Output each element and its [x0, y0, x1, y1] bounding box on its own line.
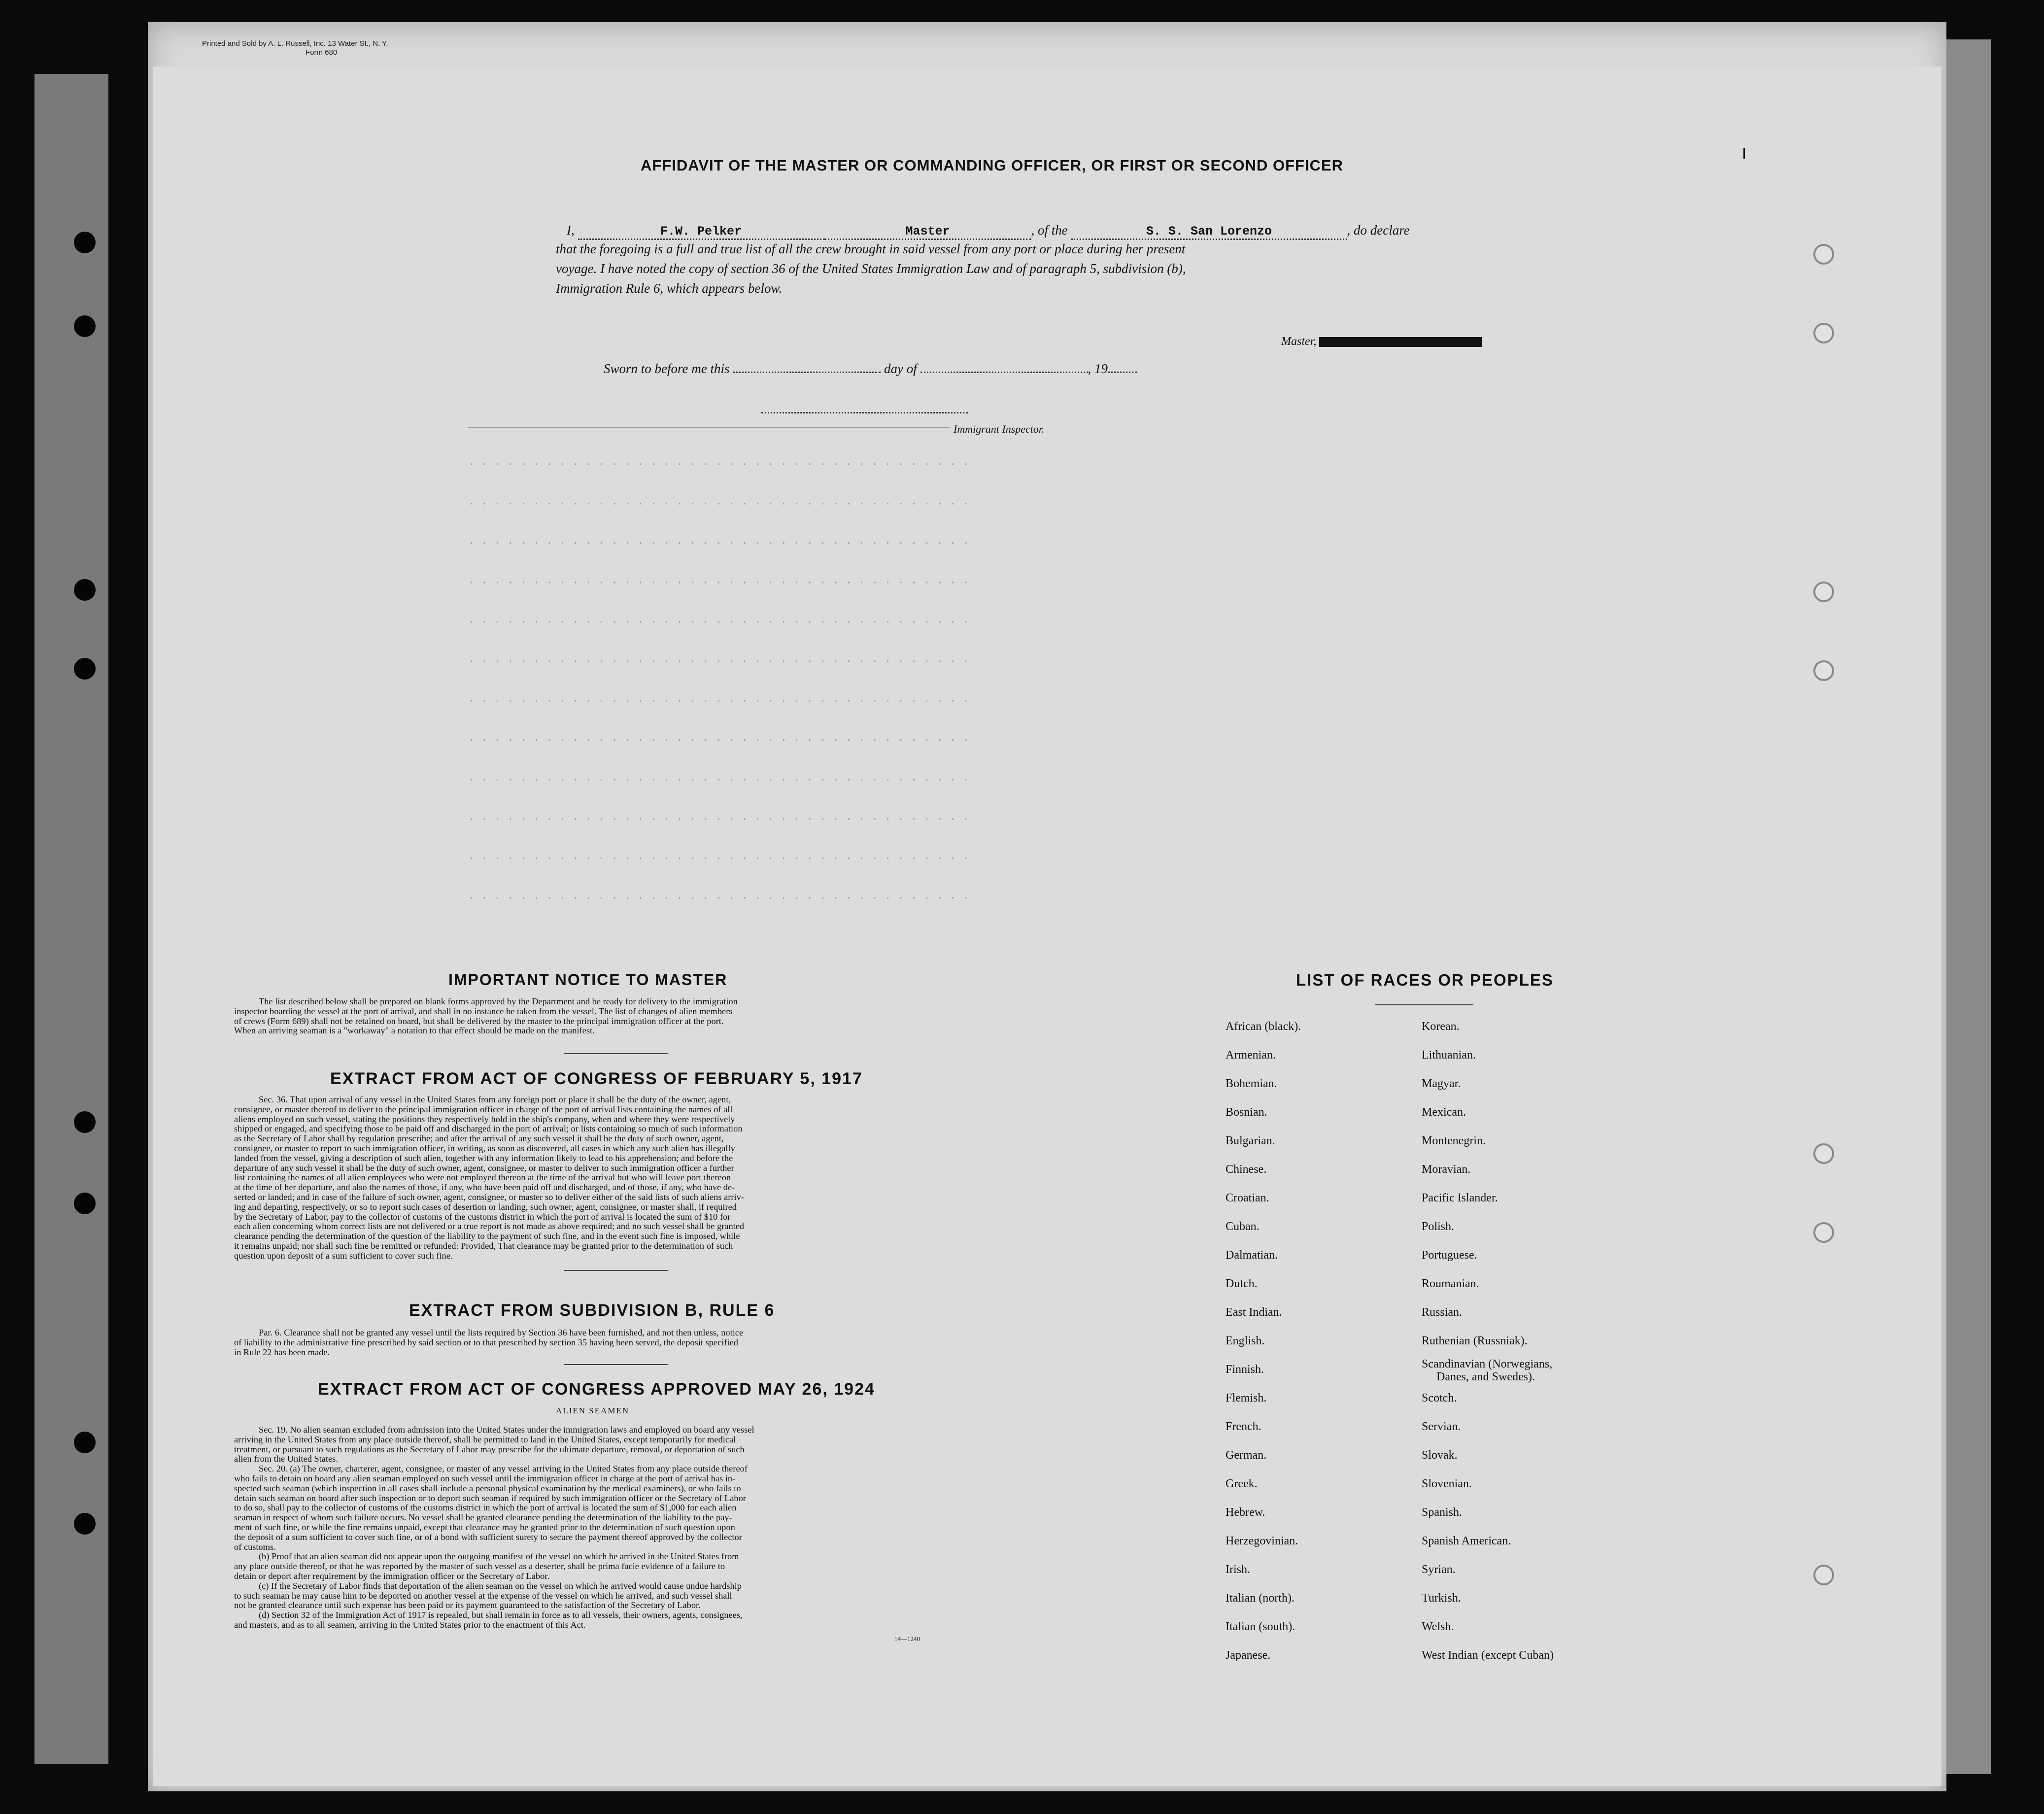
text-line: it remains unpaid; nor shall such fine be remitted or refunded: Provided, That clearance may be granted prior to the determination of such: [234, 1240, 733, 1251]
binder-hole: [74, 1193, 96, 1214]
race-item: Cuban.: [1226, 1220, 1260, 1233]
race-item: Ruthenian (Russniak).: [1422, 1335, 1528, 1347]
text-line: shipped or engaged, and specifying those to be paid off and discharged in the port of arrival; or lists containing so much of such information: [234, 1124, 743, 1134]
bleed-through-row: · · · · · · · · · · · · · · · · · · · · · · · · · · · · · · · · · · · · · · ·: [468, 616, 969, 628]
race-item: Irish.: [1226, 1563, 1250, 1576]
notice-text: [234, 997, 958, 1036]
text-line: to such seaman he may cause him to be deported on another vessel at the expense of the vessel on which he arrived, and such vessel shall: [234, 1590, 732, 1601]
bleed-through-row: · · · · · · · · · · · · · · · · · · · · · · · · · · · · · · · · · · · · · · ·: [468, 695, 969, 707]
race-item: Mexican.: [1422, 1106, 1466, 1119]
inspector-signature-line: [761, 412, 968, 413]
text-line: spected such seaman (which inspection in all cases shall include a personal physical examination by the medical examiners), or who fails to: [234, 1483, 741, 1493]
race-item: Scotch.: [1422, 1392, 1457, 1404]
extract-1924-heading: EXTRACT FROM ACT OF CONGRESS APPROVED MAY 26, 1924: [318, 1380, 875, 1399]
race-item: German.: [1226, 1449, 1267, 1462]
printer-line: Printed and Sold by A. L. Russell, Inc. 13 Water St., N. Y.: [202, 39, 388, 48]
bleed-through-row: · · · · · · · · · · · · · · · · · · · · · · · · · · · · · · · · · · · · · · ·: [468, 655, 969, 668]
rank-value: Master: [905, 224, 950, 239]
text-line: (d) Section 32 of the Immigration Act of 1917 is repealed, but shall remain in force as to all vessels, their owners, agents, consignees,: [259, 1610, 743, 1620]
divider-rule: [564, 1364, 668, 1365]
text-line: (c) If the Secretary of Labor finds that deportation of the alien seaman on the vessel on which he arrived would cause undue hardship: [259, 1580, 742, 1591]
extract-1917-heading: EXTRACT FROM ACT OF CONGRESS OF FEBRUARY 5, 1917: [330, 1069, 863, 1088]
text-line: each alien concerning whom correct lists are not delivered or a true report is not made as above required; and no such vessel shall be granted: [234, 1221, 745, 1232]
bleed-through-row: · · · · · · · · · · · · · · · · · · · · · · · · · · · · · · · · · · · · · · ·: [468, 458, 969, 471]
bleed-through-row: · · · · · · · · · · · · · · · · · · · · · · · · · · · · · · · · · · · · · · ·: [468, 774, 969, 786]
declaration-line-3: voyage. I have noted the copy of section 36 of the United States Immigration Law and of paragraph 5, subdivision (b),: [556, 261, 1186, 276]
alien-seamen-subheading: ALIEN SEAMEN: [556, 1406, 630, 1415]
binder-hole: [74, 1432, 96, 1453]
text-line: ment of such fine, or while the fine remains unpaid, except that clearance may be granted prior to the determination of such question upon: [234, 1522, 735, 1532]
master-name: F.W. Pelker: [660, 224, 742, 239]
printer-imprint: [202, 39, 388, 57]
binder-hole: [74, 1111, 96, 1133]
race-item: Italian (south).: [1226, 1620, 1295, 1633]
text-line: inspector boarding the vessel at the port of arrival, and shall in no instance be taken from the vessel. The list of changes of alien members: [234, 1006, 733, 1016]
bleed-through-row: · · · · · · · · · · · · · · · · · · · · · · · · · · · · · · · · · · · · · · ·: [468, 537, 969, 549]
binder-hole: [74, 315, 96, 337]
text-line: list containing the names of all alien employees who were not employed thereon at the time of the arrival but who will leave port thereon: [234, 1172, 731, 1183]
race-item: Roumanian.: [1422, 1277, 1479, 1290]
race-item: Korean.: [1422, 1020, 1460, 1033]
race-item: Portuguese.: [1422, 1249, 1477, 1262]
text-line: alien from the United States.: [234, 1454, 338, 1464]
race-item: English.: [1226, 1335, 1265, 1347]
text-line: not be granted clearance until such expense has been paid or its payment guaranteed to the satisfaction of the Secretary of Labor.: [234, 1600, 701, 1610]
sworn-label: Sworn to before me this: [604, 361, 730, 376]
text-line: question upon deposit of a sum sufficient to cover such fine.: [234, 1250, 453, 1261]
punch-ring: [1813, 1565, 1834, 1585]
do-declare-label: , do declare: [1347, 223, 1410, 238]
bleed-through-row: · · · · · · · · · · · · · · · · · · · · · · · · · · · · · · · · · · · · · · ·: [468, 577, 969, 589]
text-line: who fails to detain on board any alien seaman employed on such vessel until the immigration officer in charge at the port of arrival has in-: [234, 1473, 736, 1483]
text-line: Sec. 36. That upon arrival of any vessel in the United States from any foreign port or place it shall be the duty of the owner, agent,: [259, 1095, 731, 1104]
race-item: West Indian (except Cuban): [1422, 1649, 1554, 1662]
punch-ring: [1813, 582, 1834, 602]
text-line: arriving in the United States from any place outside thereof, shall be permitted to land in the United States, except temporarily for medical: [234, 1434, 736, 1444]
text-line: landed from the vessel, giving a description of such alien, together with any information likely to lead to his apprehension; and before the: [234, 1153, 733, 1163]
year-label: , 19: [1088, 361, 1108, 376]
race-item: Armenian.: [1226, 1049, 1276, 1061]
binder-hole: [74, 1513, 96, 1535]
race-item: Hebrew.: [1226, 1506, 1265, 1519]
race-item: Bulgarian.: [1226, 1134, 1275, 1147]
declaration-line: [567, 223, 1410, 240]
vessel-field: [1071, 223, 1347, 240]
punch-ring: [1813, 323, 1834, 343]
race-item: Bohemian.: [1226, 1077, 1277, 1090]
race-item: Greek.: [1226, 1477, 1258, 1490]
bleed-through-row: · · · · · · · · · · · · · · · · · · · · · · · · · · · · · · · · · · · · · · ·: [468, 892, 969, 904]
race-item: Dalmatian.: [1226, 1249, 1278, 1262]
race-item: Dutch.: [1226, 1277, 1258, 1290]
bleed-through-row: ——————————————————————————————————————————————————————————————————————————: [468, 421, 950, 434]
race-item: Turkish.: [1422, 1592, 1461, 1605]
race-item: Chinese.: [1226, 1163, 1267, 1176]
sworn-line: [604, 361, 1137, 376]
sworn-month-field: [920, 372, 1088, 373]
text-line: any place outside thereof, or that he was reported by the master of such vessel as a deserter, shall be prima facie evidence of a failure to: [234, 1561, 725, 1572]
text-line: detain or deport after requirement by the immigration officer or the Secretary of Labor.: [234, 1571, 550, 1581]
redacted-signature: [1319, 337, 1482, 347]
text-line: seaman in respect of whom such failure occurs. No vessel shall be granted clearance pending the determination of the liability to the pay-: [234, 1512, 732, 1523]
races-heading: LIST OF RACES OR PEOPLES: [1296, 971, 1554, 989]
master-signature-line: [1281, 335, 1482, 348]
notice-heading: IMPORTANT NOTICE TO MASTER: [448, 971, 728, 989]
vessel-name: S. S. San Lorenzo: [1146, 224, 1272, 239]
extract-rule6-heading: EXTRACT FROM SUBDIVISION B, RULE 6: [409, 1301, 775, 1320]
binder-hole: [74, 579, 96, 601]
extract-1917-text: [234, 1095, 958, 1261]
race-item: Scandinavian (Norwegians,: [1422, 1358, 1553, 1370]
text-line: consignee, or master thereof to deliver to the principal immigration officer in charge of the port of arrival lists containing the names of all: [234, 1104, 733, 1114]
text-line: and masters, and as to all seamen, arriving in the United States prior to the enactment of this Act.: [234, 1619, 586, 1630]
text-line: aliens employed on such vessel, stating the positions they respectively hold in the ship's company, when and where they were respectively: [234, 1114, 735, 1124]
declaration-line-4: Immigration Rule 6, which appears below.: [556, 281, 783, 296]
master-label: Master,: [1281, 335, 1317, 348]
bleed-through-row: · · · · · · · · · · · · · · · · · · · · · · · · · · · · · · · · · · · · · · ·: [468, 734, 969, 747]
text-line: of crews (Form 689) shall not be retained on board, but shall be delivered by the master to the principal immigration officer at the port.: [234, 1016, 724, 1026]
divider-rule: [1375, 1004, 1473, 1005]
text-line: (b) Proof that an alien seaman did not appear upon the outgoing manifest of the vessel on which he arrived in the United States from: [259, 1551, 739, 1562]
text-line: treatment, or pursuant to such regulations as the Secretary of Labor may prescribe for the ultimate departure, removal, or deportation of such: [234, 1444, 745, 1454]
text-line: as the Secretary of Labor shall by regulation prescribe; and after the arrival of any such vessel it shall be the duty of such owner, agent,: [234, 1133, 724, 1144]
of-the-label: , of the: [1031, 223, 1068, 238]
race-item: Moravian.: [1422, 1163, 1471, 1176]
inspector-label: Immigrant Inspector.: [954, 423, 1045, 435]
race-item: Japanese.: [1226, 1649, 1271, 1662]
affidavit-title: AFFIDAVIT OF THE MASTER OR COMMANDING OFFICER, OR FIRST OR SECOND OFFICER: [641, 157, 1344, 174]
text-line: of customs.: [234, 1541, 276, 1552]
race-item: Danes, and Swedes).: [1436, 1370, 1535, 1383]
punch-ring: [1813, 1222, 1834, 1243]
text-line: consignee, or master to report to such immigration officer, in writing, as soon as discovered, all cases in which any such alien has illegally: [234, 1143, 735, 1153]
race-item: Russian.: [1422, 1306, 1463, 1319]
bleed-through-row: · · · · · · · · · · · · · · · · · · · · · · · · · · · · · · · · · · · · · · ·: [468, 853, 969, 865]
race-item: Italian (north).: [1226, 1592, 1295, 1605]
bleed-through-row: · · · · · · · · · · · · · · · · · · · · · · · · · · · · · · · · · · · · · · ·: [468, 498, 969, 510]
race-item: Spanish American.: [1422, 1535, 1511, 1547]
text-line: in Rule 22 has been made.: [234, 1347, 330, 1357]
sworn-day-field: [733, 372, 881, 373]
race-item: Pacific Islander.: [1422, 1192, 1498, 1204]
text-line: clearance pending the determination of the question of the liability to the payment of such fine, and in the event such fine is imposed, while: [234, 1231, 740, 1241]
race-item: Bosnian.: [1226, 1106, 1267, 1119]
text-line: When an arriving seaman is a "workaway" a notation to that effect should be made on the manifest.: [234, 1026, 595, 1036]
text-line: Sec. 19. No alien seaman excluded from admission into the United States under the immigration laws and employed on board any vessel: [259, 1425, 754, 1435]
text-line: detain such seaman on board after such inspection or to deport such seaman if required by such immigration officer or the Secretary of Labor: [234, 1493, 746, 1503]
text-line: serted or landed; and in case of the failure of such owner, agent, consignee, or master so to deliver either of the said lists of such aliens arriv-: [234, 1192, 744, 1202]
sworn-year-field: [1108, 372, 1137, 373]
name-field: [578, 223, 824, 240]
text-line: of liability to the administrative fine prescribed by said section or to that prescribed by section 35 having been served, the deposit specified: [234, 1337, 738, 1347]
extract-rule6-text: [234, 1328, 958, 1357]
text-line: to do so, shall pay to the collector of customs of the customs district in which the port of arrival is located the sum of $1,000 for each alien: [234, 1503, 737, 1513]
race-item: Croatian.: [1226, 1192, 1269, 1204]
race-item: French.: [1226, 1420, 1261, 1433]
text-line: the deposit of a sum sufficient to cover such fine, or of a bond with sufficient surety to secure the payment thereof approved by the collector: [234, 1532, 742, 1542]
race-item: East Indian.: [1226, 1306, 1282, 1319]
text-line: The list described below shall be prepared on blank forms approved by the Department and be ready for delivery to the immigration: [259, 996, 738, 1006]
form-code: 14—1240: [894, 1635, 920, 1643]
punch-ring: [1813, 1143, 1834, 1164]
back-sheet-left: [34, 74, 108, 1764]
race-item: Welsh.: [1422, 1620, 1454, 1633]
day-of-label: day of: [884, 361, 917, 376]
race-item: Slovak.: [1422, 1449, 1458, 1462]
text-line: Par. 6. Clearance shall not be granted any vessel until the lists required by Section 36 have been furnished, and not then unless, notice: [259, 1328, 744, 1337]
form-number: Form 680: [306, 48, 338, 57]
rank-field: [824, 223, 1031, 240]
race-item: Syrian.: [1422, 1563, 1456, 1576]
bleed-through-row: · · · · · · · · · · · · · · · · · · · · · · · · · · · · · · · · · · · · · · ·: [468, 813, 969, 825]
declaration-line-2: that the foregoing is a full and true list of all the crew brought in said vessel from any port or place during her present: [556, 241, 1186, 256]
race-item: Lithuanian.: [1422, 1049, 1476, 1061]
race-item: Slovenian.: [1422, 1477, 1472, 1490]
text-line: at the time of her departure, and also the names of those, if any, who have been paid off and discharged, and of those, if any, who have de-: [234, 1182, 735, 1193]
race-item: Servian.: [1422, 1420, 1461, 1433]
race-item: Montenegrin.: [1422, 1134, 1486, 1147]
race-item: Herzegovinian.: [1226, 1535, 1298, 1547]
divider-rule: [564, 1053, 668, 1054]
punch-ring: [1813, 244, 1834, 265]
text-line: by the Secretary of Labor, pay to the collector of customs of the customs district in which the port of arrival is located the sum of $10 for: [234, 1211, 731, 1222]
race-item: Magyar.: [1422, 1077, 1461, 1090]
race-item: Flemish.: [1226, 1392, 1267, 1404]
race-item: Spanish.: [1422, 1506, 1463, 1519]
pen-mark: [1743, 148, 1745, 159]
race-item: African (black).: [1226, 1020, 1301, 1033]
binder-hole: [74, 658, 96, 680]
text-line: ing and departing, respectively, or so to report such cases of desertion or landing, such owner, agent, consignee, or master shall, if required: [234, 1201, 737, 1212]
divider-rule: [564, 1270, 668, 1271]
extract-1924-text: [234, 1425, 958, 1630]
race-item: Finnish.: [1226, 1363, 1264, 1376]
punch-ring: [1813, 660, 1834, 681]
race-item: Polish.: [1422, 1220, 1455, 1233]
text-line: departure of any such vessel it shall be the duty of such owner, agent, consignee, or master to deliver to such immigration officer a further: [234, 1163, 734, 1173]
text-line: Sec. 20. (a) The owner, charterer, agent, consignee, or master of any vessel arriving in the United States from any place outside thereof: [259, 1464, 748, 1474]
binder-hole: [74, 232, 96, 253]
i-label: I,: [567, 223, 575, 238]
